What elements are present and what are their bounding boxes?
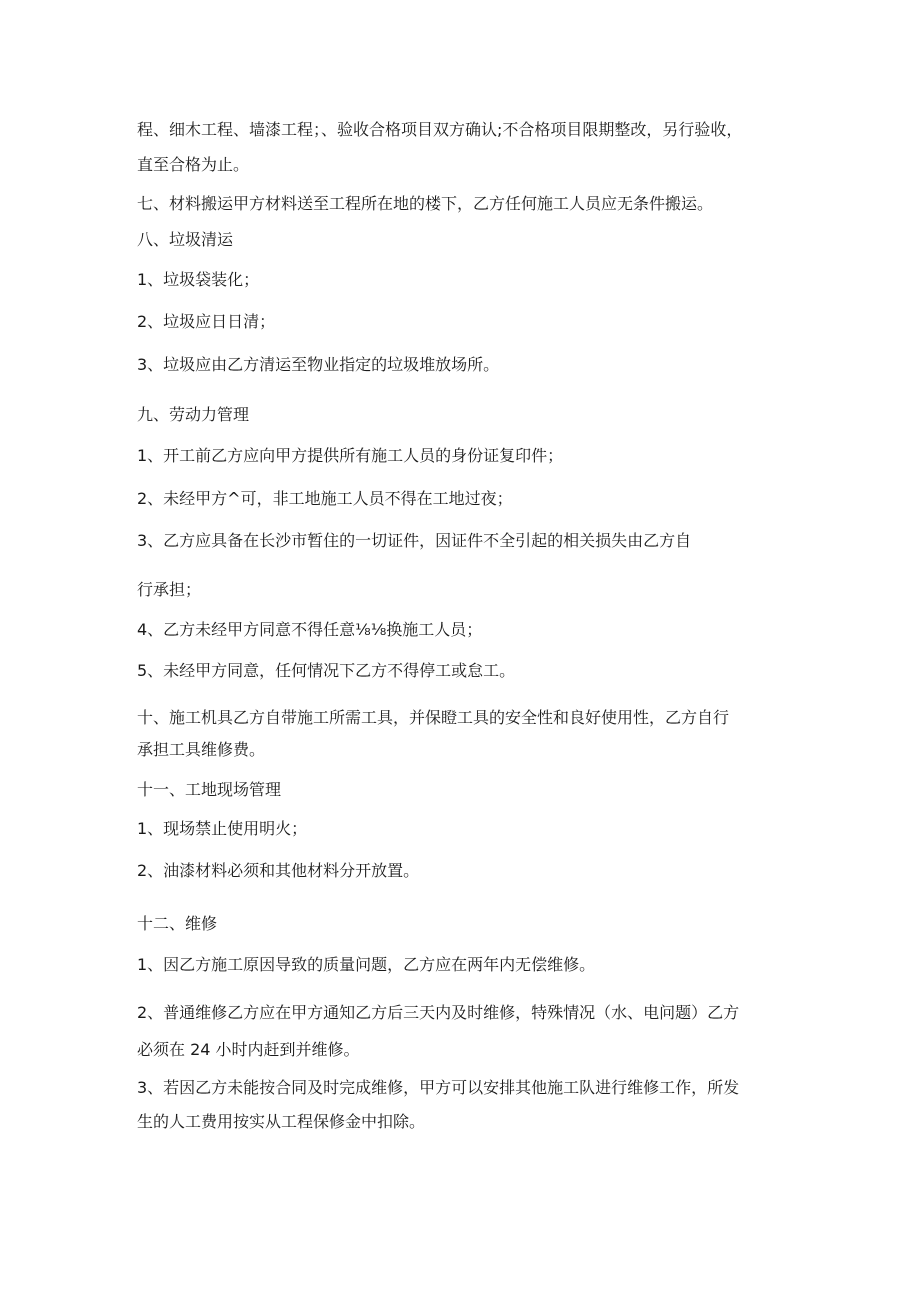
text-line: 3、若因乙方未能按合同及时完成维修，甲方可以安排其他施工队进行维修工作，所发 <box>137 1078 740 1097</box>
text-line: 承担工具维修费。 <box>137 740 266 759</box>
text-line: 行承担； <box>137 580 202 599</box>
text-line: 1、开工前乙方应向甲方提供所有施工人员的身份证复印件； <box>137 446 564 465</box>
text-line: 八、垃圾清运 <box>137 230 234 249</box>
text-line: 3、垃圾应由乙方清运至物业指定的垃圾堆放场所。 <box>137 355 500 374</box>
text-line: 十二、维修 <box>137 914 218 933</box>
text-line: 1、因乙方施工原因导致的质量问题，乙方应在两年内无偿维修。 <box>137 955 596 974</box>
text-line: 2、油漆材料必须和其他材料分开放置。 <box>137 861 420 880</box>
text-line: 九、劳动力管理 <box>137 405 250 424</box>
text-line: 1、垃圾袋装化； <box>137 270 260 289</box>
text-line: 直至合格为止。 <box>137 155 250 174</box>
text-line: 十、施工机具乙方自带施工所需工具，并保瞪工具的安全性和良好使用性，乙方自行 <box>137 708 730 727</box>
text-line: 5、未经甲方同意，任何情况下乙方不得停工或怠工。 <box>137 661 516 680</box>
text-line: 2、普通维修乙方应在甲方通知乙方后三天内及时维修，特殊情况（水、电问题）乙方 <box>137 1003 740 1022</box>
text-line: 4、乙方未经甲方同意不得任意⅛⅛换施工人员； <box>137 620 483 639</box>
text-line: 2、垃圾应日日清； <box>137 312 276 331</box>
text-line: 十一、工地现场管理 <box>137 780 282 799</box>
text-line: 1、现场禁止使用明火； <box>137 819 308 838</box>
text-line: 生的人工费用按实从工程保修金中扣除。 <box>137 1112 426 1131</box>
text-line: 七、材料搬运甲方材料送至工程所在地的楼下，乙方任何施工人员应无条件搬运。 <box>137 194 714 213</box>
text-line: 2、未经甲方^可，非工地施工人员不得在工地过夜； <box>137 489 513 508</box>
text-line: 程、细木工程、墙漆工程；、验收合格项目双方确认;不合格项目限期整改，另行验收， <box>137 120 743 139</box>
text-line: 3、乙方应具备在长沙市暂住的一切证件，因证件不全引起的相关损失由乙方自 <box>137 531 692 550</box>
text-line: 必须在 24 小时内赶到并维修。 <box>137 1040 360 1059</box>
